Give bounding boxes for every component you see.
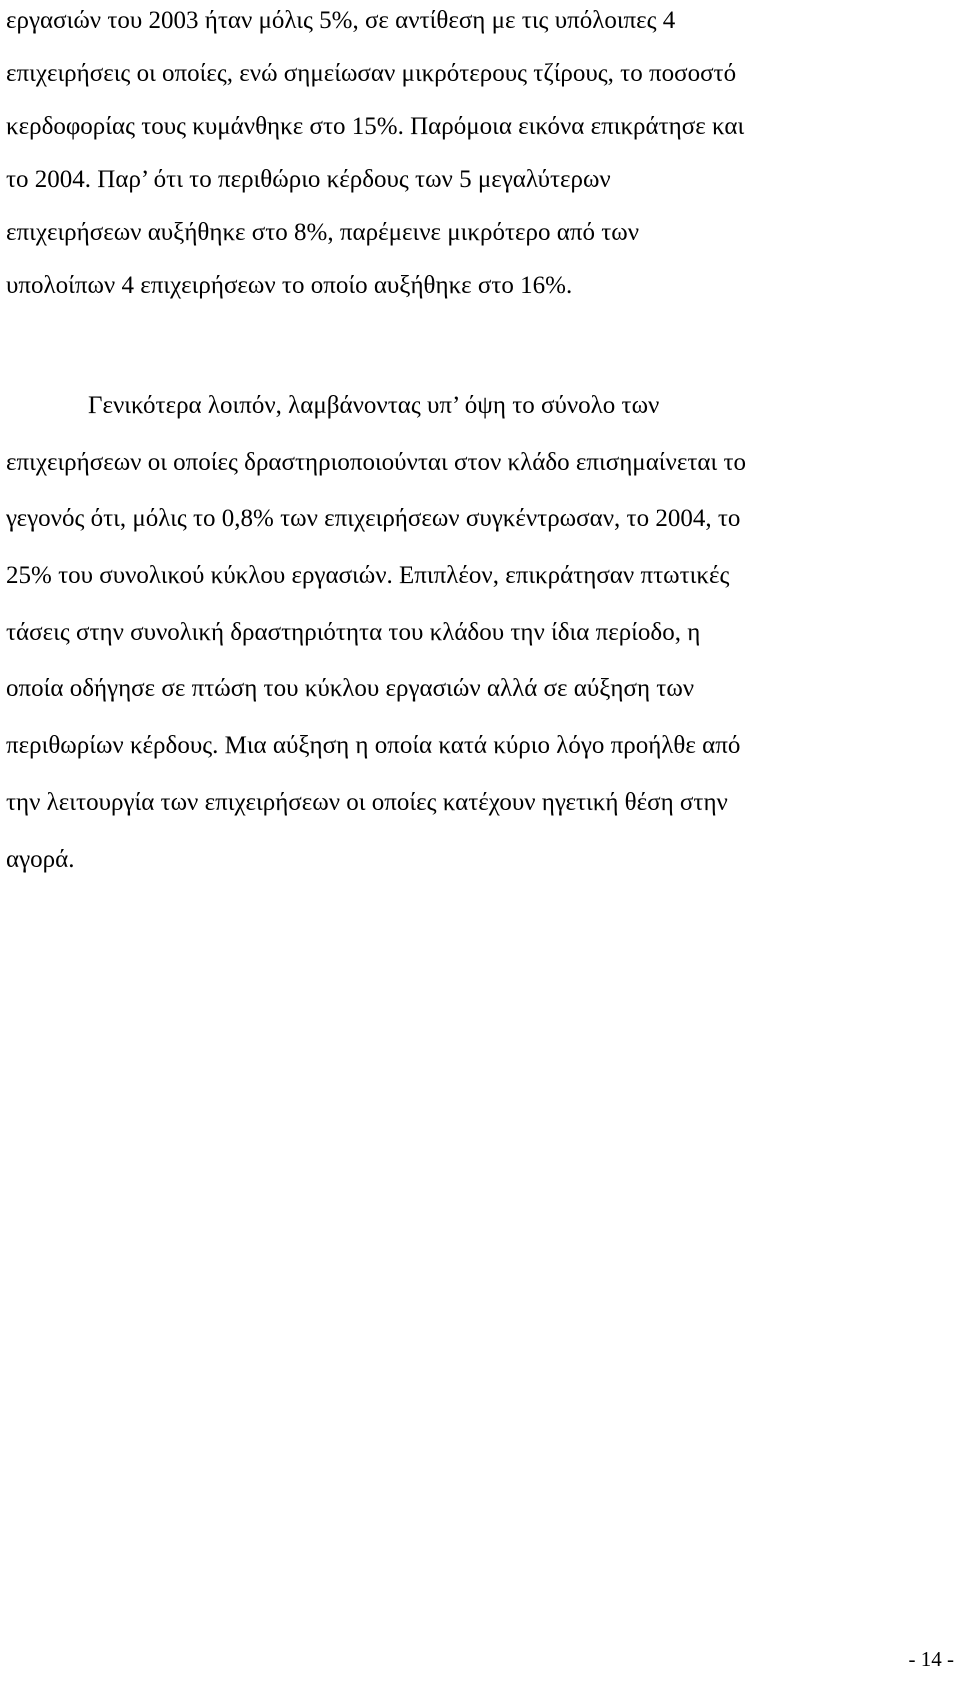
paragraph-line: περιθωρίων κέρδους. Μια αύξηση η οποία κατά κύριο λόγο προήλθε από [6, 732, 741, 760]
paragraph-line: γεγονός ότι, μόλις το 0,8% των επιχειρήσεων συγκέντρωσαν, το 2004, το [6, 505, 741, 533]
paragraph-line: οποία οδήγησε σε πτώση του κύκλου εργασιών αλλά σε αύξηση των [6, 675, 695, 703]
paragraph-2 [6, 378, 746, 888]
paragraph-line: κερδοφορίας τους κυμάνθηκε στο 15%. Παρόμοια εικόνα επικράτησε και [6, 113, 745, 140]
paragraph-line: υπολοίπων 4 επιχειρήσεων το οποίο αυξήθηκε στο 16%. [6, 272, 573, 299]
paragraph-line: επιχειρήσεων αυξήθηκε στο 8%, παρέμεινε μικρότερο από των [6, 219, 640, 246]
paragraph-line: Γενικότερα λοιπόν, λαμβάνοντας υπ’ όψη το σύνολο των [88, 392, 660, 419]
page-number: - 14 - [908, 1647, 954, 1671]
paragraph-line: 25% του συνολικού κύκλου εργασιών. Επιπλέον, επικράτησαν πτωτικές [6, 562, 730, 590]
paragraph-1 [6, 0, 744, 312]
paragraph-line: το 2004. Παρ’ ότι το περιθώριο κέρδους των 5 μεγαλύτερων [6, 166, 611, 193]
paragraph-line: επιχειρήσεων οι οποίες δραστηριοποιούνται στον κλάδο επισημαίνεται το [6, 448, 746, 476]
paragraph-line: εργασιών του 2003 ήταν μόλις 5%, σε αντίθεση με τις υπόλοιπες 4 [6, 7, 676, 34]
paragraph-line: αγορά. [6, 845, 75, 873]
paragraph-line: τάσεις στην συνολική δραστηριότητα του κλάδου την ίδια περίοδο, η [6, 618, 701, 646]
paragraph-line: την λειτουργία των επιχειρήσεων οι οποίες κατέχουν ηγετική θέση στην [6, 788, 728, 816]
paragraph-line: επιχειρήσεις οι οποίες, ενώ σημείωσαν μικρότερους τζίρους, το ποσοστό [6, 60, 737, 87]
